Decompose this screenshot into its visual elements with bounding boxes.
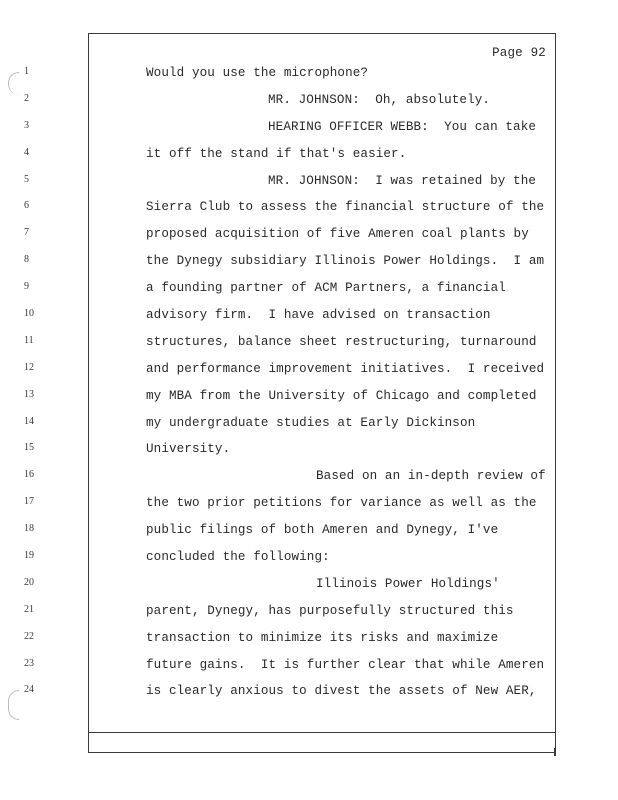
line-number: 21 [24, 603, 34, 615]
line-text: HEARING OFFICER WEBB: You can take [268, 119, 537, 134]
line-number: 14 [24, 415, 34, 427]
line-number: 18 [24, 523, 34, 535]
line-text: MR. JOHNSON: I was retained by the [268, 173, 537, 188]
frame-corner-tick [554, 748, 559, 756]
line-text: public filings of both Ameren and Dynegy, I've [146, 523, 499, 538]
line-text: the Dynegy subsidiary Illinois Power Holdings. I am [146, 254, 545, 269]
transcript-line [0, 440, 618, 467]
transcript-line [0, 360, 618, 387]
line-number: 23 [24, 657, 34, 669]
line-text: future gains. It is further clear that while Ameren [146, 657, 545, 672]
page-number-label: Page 92 [492, 46, 546, 60]
line-text: transaction to minimize its risks and maximize [146, 630, 499, 645]
line-number: 12 [24, 361, 34, 373]
line-text: Sierra Club to assess the financial structure of the [146, 200, 545, 215]
line-text: Based on an in-depth review of [316, 469, 546, 484]
transcript-line [0, 172, 618, 199]
line-number: 10 [24, 308, 34, 320]
transcript-line [0, 494, 618, 521]
transcript-line [0, 91, 618, 118]
line-text: it off the stand if that's easier. [146, 146, 407, 161]
transcript-line [0, 333, 618, 360]
transcript-line [0, 118, 618, 145]
transcript-line [0, 682, 618, 709]
line-number: 16 [24, 469, 34, 481]
transcript-line [0, 602, 618, 629]
line-number: 24 [24, 684, 34, 696]
line-text: a founding partner of ACM Partners, a financial [146, 281, 506, 296]
line-number: 9 [24, 281, 29, 293]
transcript-line [0, 629, 618, 656]
line-number: 15 [24, 442, 34, 454]
line-number: 4 [24, 146, 29, 158]
line-number: 13 [24, 388, 34, 400]
line-number: 5 [24, 173, 29, 185]
transcript-line [0, 575, 618, 602]
transcript-line [0, 252, 618, 279]
line-text: concluded the following: [146, 550, 330, 565]
transcript-line [0, 225, 618, 252]
transcript-line [0, 387, 618, 414]
transcript-line [0, 145, 618, 172]
line-text: is clearly anxious to divest the assets of New AER, [146, 684, 537, 699]
transcript-line [0, 198, 618, 225]
line-number: 3 [24, 119, 29, 131]
line-number: 17 [24, 496, 34, 508]
line-text: advisory firm. I have advised on transaction [146, 308, 491, 323]
line-number: 7 [24, 227, 29, 239]
line-text: University. [146, 442, 231, 457]
line-number: 20 [24, 576, 34, 588]
line-text: MR. JOHNSON: Oh, absolutely. [268, 92, 491, 107]
transcript-line [0, 656, 618, 683]
line-number: 11 [24, 334, 34, 346]
transcript-line [0, 64, 618, 91]
transcript-line [0, 414, 618, 441]
line-text: structures, balance sheet restructuring, turnaround [146, 334, 537, 349]
frame-bottom-rule [88, 732, 556, 733]
line-number: 6 [24, 200, 29, 212]
transcript-line [0, 521, 618, 548]
transcript-line [0, 306, 618, 333]
transcript-lines [0, 64, 618, 709]
transcript-line [0, 279, 618, 306]
line-text: parent, Dynegy, has purposefully structured this [146, 603, 514, 618]
line-text: my MBA from the University of Chicago and completed [146, 388, 537, 403]
line-number: 19 [24, 550, 34, 562]
line-number: 2 [24, 92, 29, 104]
line-text: proposed acquisition of five Ameren coal plants by [146, 227, 529, 242]
line-text: the two prior petitions for variance as well as the [146, 496, 537, 511]
transcript-line [0, 548, 618, 575]
line-number: 1 [24, 66, 29, 77]
line-text: Illinois Power Holdings' [316, 576, 500, 591]
line-number: 22 [24, 630, 34, 642]
line-text: Would you use the microphone? [146, 66, 369, 80]
line-text: and performance improvement initiatives. I received [146, 361, 545, 376]
line-number: 8 [24, 254, 29, 266]
transcript-line [0, 467, 618, 494]
line-text: my undergraduate studies at Early Dickinson [146, 415, 476, 430]
